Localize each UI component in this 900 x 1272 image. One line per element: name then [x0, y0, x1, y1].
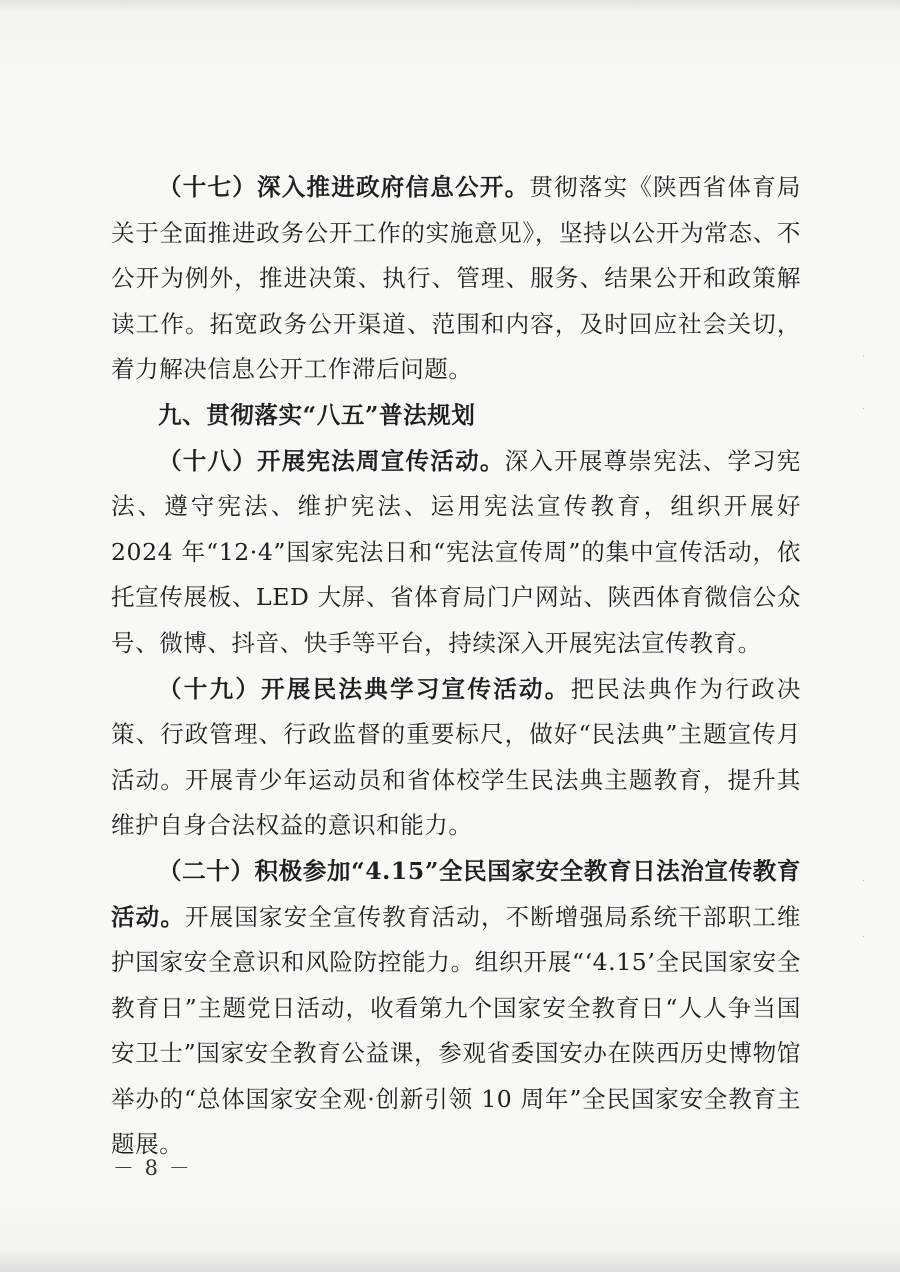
scan-top-edge — [0, 0, 900, 12]
margin-mark: · — [862, 352, 866, 363]
paragraph-17-text: 贯彻落实《陕西省体育局关于全面推进政务公开工作的实施意见》，坚持以公开为常态、不公开为例外，推进决策、执行、管理、服务、结果公开和政策解读工作。拓宽政务公开渠道、范围和内容，及时回应社会关切，着力解决信息公开工作滞后问题。 — [111, 173, 801, 384]
paragraph-17 — [111, 165, 801, 393]
paragraph-20-lead: （二十）积极参加“4.15”全民国家安全教育日法治宣传教育活动。 — [111, 856, 801, 931]
section-heading-9: 九、贯彻落实“八五”普法规划 — [158, 400, 476, 429]
paragraph-20 — [111, 849, 801, 1168]
paragraph-18-text: 深入开展尊崇宪法、学习宪法、遵守宪法、维护宪法、运用宪法宣传教育，组织开展好 2024 年“12·4”国家宪法日和“宪法宣传周”的集中宣传活动，依托宣传展板、LED 大屏、省体育局门户网站、陕西体育微信公众号、微博、抖音、快手等平台，持续深入开展宪法宣传教育。 — [111, 446, 802, 657]
paragraph-19-text: 把民法典作为行政决策、行政管理、行政监督的重要标尺，做好“民法典”主题宣传月活动。开展青少年运动员和省体校学生民法典主题教育，提升其维护自身合法权益的意识和能力。 — [111, 674, 801, 840]
paragraph-20-text: 开展国家安全宣传教育活动，不断增强局系统干部职工维护国家安全意识和风险防控能力。组织开展“‘4.15’全民国家安全教育日”主题党日活动，收看第九个国家安全教育日“人人争当国安卫士”国家安全教育公益课，参观省委国安办在陕西历史博物馆举办的“总体国家安全观·创新引领 10 周年”全民国家安全教育主题展。 — [111, 902, 801, 1159]
document-body — [111, 165, 801, 1168]
margin-mark: · — [862, 876, 866, 887]
margin-mark: · — [862, 404, 866, 415]
paragraph-17-lead: （十七）深入推进政府信息公开。 — [158, 173, 530, 201]
paragraph-19 — [111, 667, 801, 849]
scan-bottom-edge — [0, 1250, 900, 1272]
page-number: － 8 － — [113, 1156, 192, 1180]
paragraph-18-lead: （十八）开展宪法周宣传活动。 — [158, 446, 505, 475]
margin-mark: · — [862, 932, 866, 943]
paragraph-18 — [111, 439, 801, 667]
paragraph-19-lead: （十九）开展民法典学习宣传活动。 — [158, 674, 571, 703]
